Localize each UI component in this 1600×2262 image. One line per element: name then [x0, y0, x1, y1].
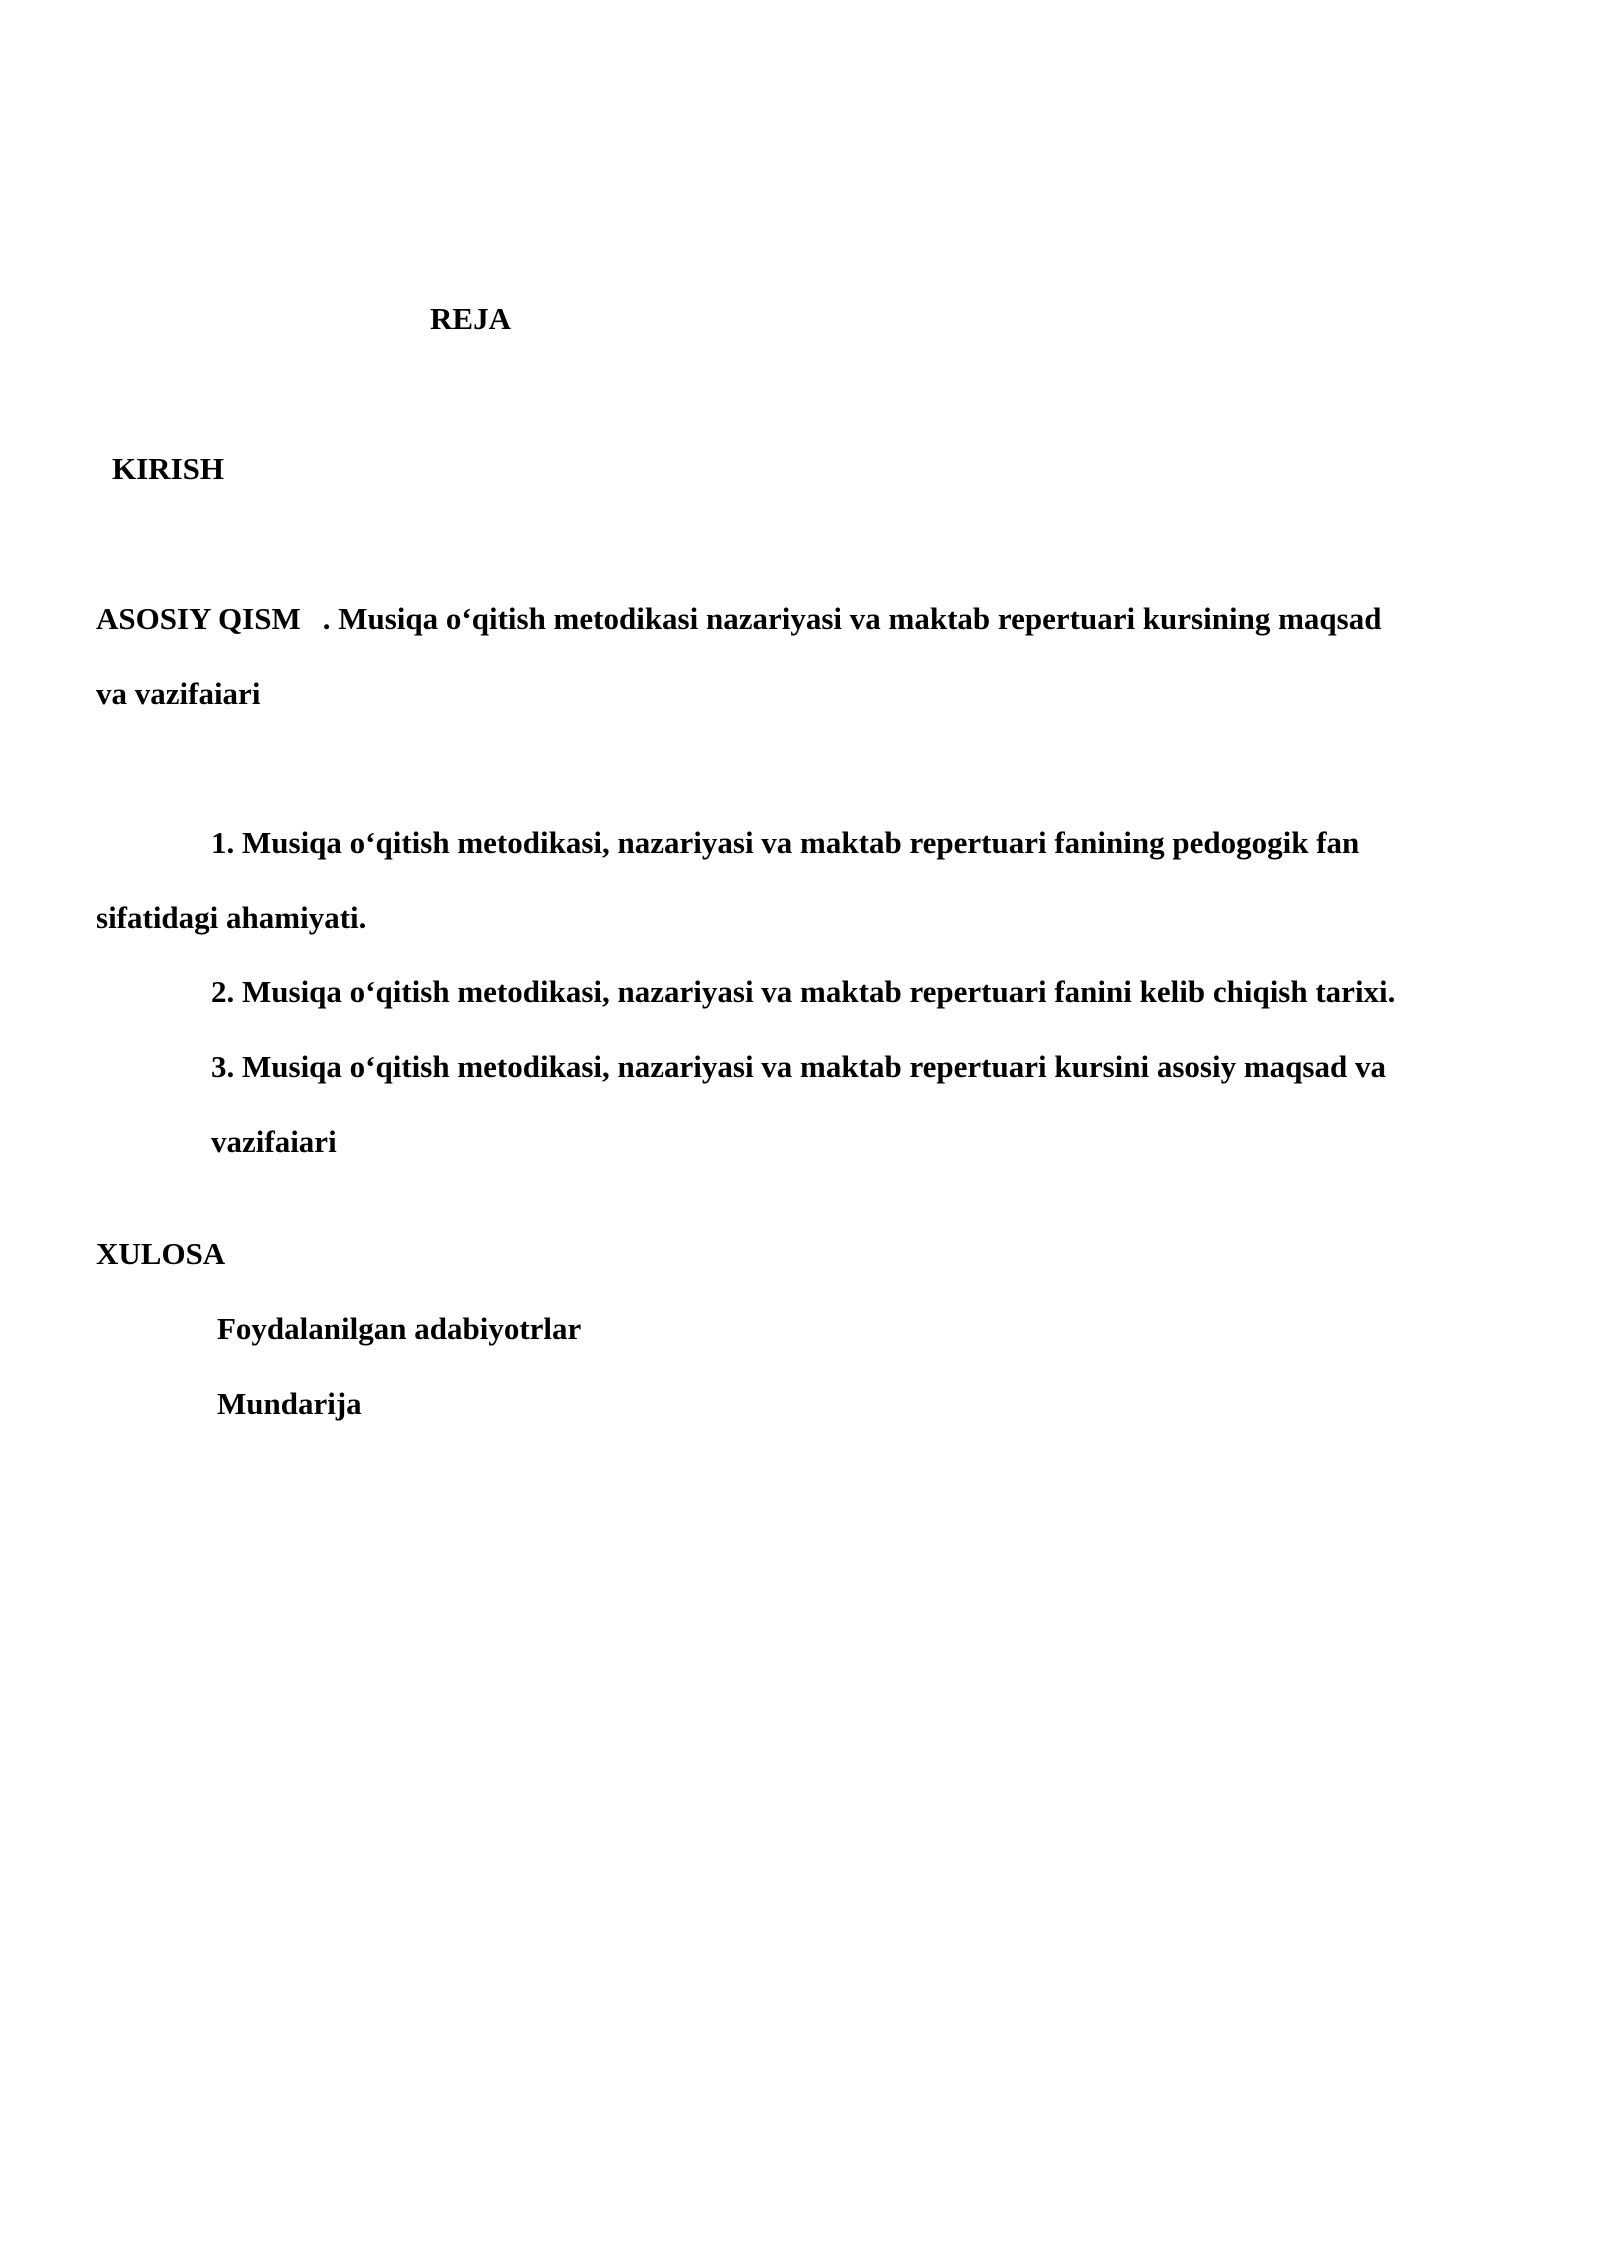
contents-heading: Mundarija: [217, 1386, 362, 1421]
references-heading: Foydalanilgan adabiyotrlar: [217, 1311, 582, 1346]
plan-item-1-continuation: sifatidagi ahamiyati.: [96, 900, 367, 935]
plan-item-1: 1. Musiqa o‘qitish metodikasi, nazariyasi va maktab repertuari fanining pedogogik fan: [211, 825, 1360, 860]
main-part-title-continuation: va vazifaiari: [96, 676, 261, 711]
introduction-heading: KIRISH: [112, 451, 224, 486]
main-part-title: . Musiqa o‘qitish metodikasi nazariyasi va maktab repertuari kursining maqsad: [322, 601, 1382, 636]
main-part-label: ASOSIY QISM: [96, 601, 301, 636]
conclusion-heading: XULOSA: [96, 1236, 226, 1271]
plan-item-3: 3. Musiqa o‘qitish metodikasi, nazariyasi va maktab repertuari kursini asosiy maqsad va: [211, 1049, 1386, 1084]
plan-item-2: 2. Musiqa o‘qitish metodikasi, nazariyasi va maktab repertuari fanini kelib chiqish tarixi.: [211, 974, 1396, 1009]
main-part-heading: [96, 600, 1381, 637]
plan-item-3-continuation: vazifaiari: [211, 1124, 337, 1159]
document-title: REJA: [430, 301, 511, 336]
